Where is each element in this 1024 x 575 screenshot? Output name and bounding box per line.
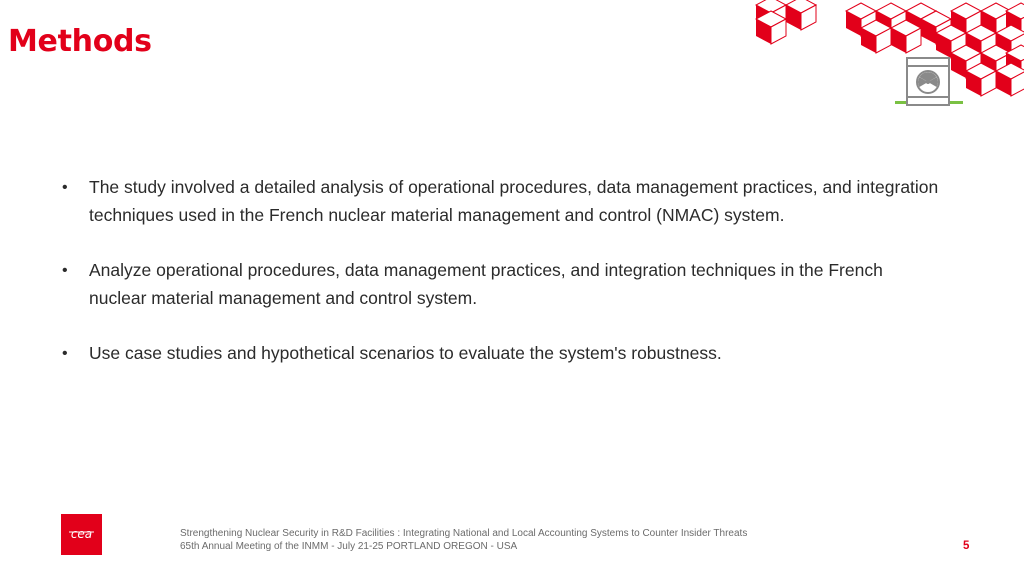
slide-title: Methods	[8, 24, 152, 59]
footer-title: Strengthening Nuclear Security in R&D Facilities : Integrating National and Local Accounting Systems to Counter Insider Threats	[180, 528, 748, 539]
footer	[180, 527, 747, 553]
bullet-icon: •	[62, 179, 68, 196]
cube-shape	[786, 0, 816, 30]
bullet-text: Use case studies and hypothetical scenarios to evaluate the system's robustness.	[89, 343, 722, 363]
cea-logo	[61, 514, 102, 555]
bullet-icon: •	[62, 345, 68, 362]
bullet-item	[62, 340, 942, 368]
bullet-text: The study involved a detailed analysis of operational procedures, data management practices, and integration techniques used in the French nuclear material management and control (NMAC) system.	[89, 177, 939, 225]
bullet-item	[62, 174, 942, 229]
bullet-icon: •	[62, 262, 68, 279]
cea-logo-text: cea	[70, 527, 93, 541]
cube-pattern-decoration	[740, 0, 1024, 112]
footer-event: 65th Annual Meeting of the INMM - July 21-25 PORTLAND OREGON - USA	[180, 541, 518, 552]
page-number: 5	[963, 540, 970, 552]
bullet-text: Analyze operational procedures, data management practices, and integration techniques in the French nuclear material management and control system.	[89, 260, 883, 308]
bullet-list	[62, 174, 942, 396]
bullet-item	[62, 257, 942, 312]
